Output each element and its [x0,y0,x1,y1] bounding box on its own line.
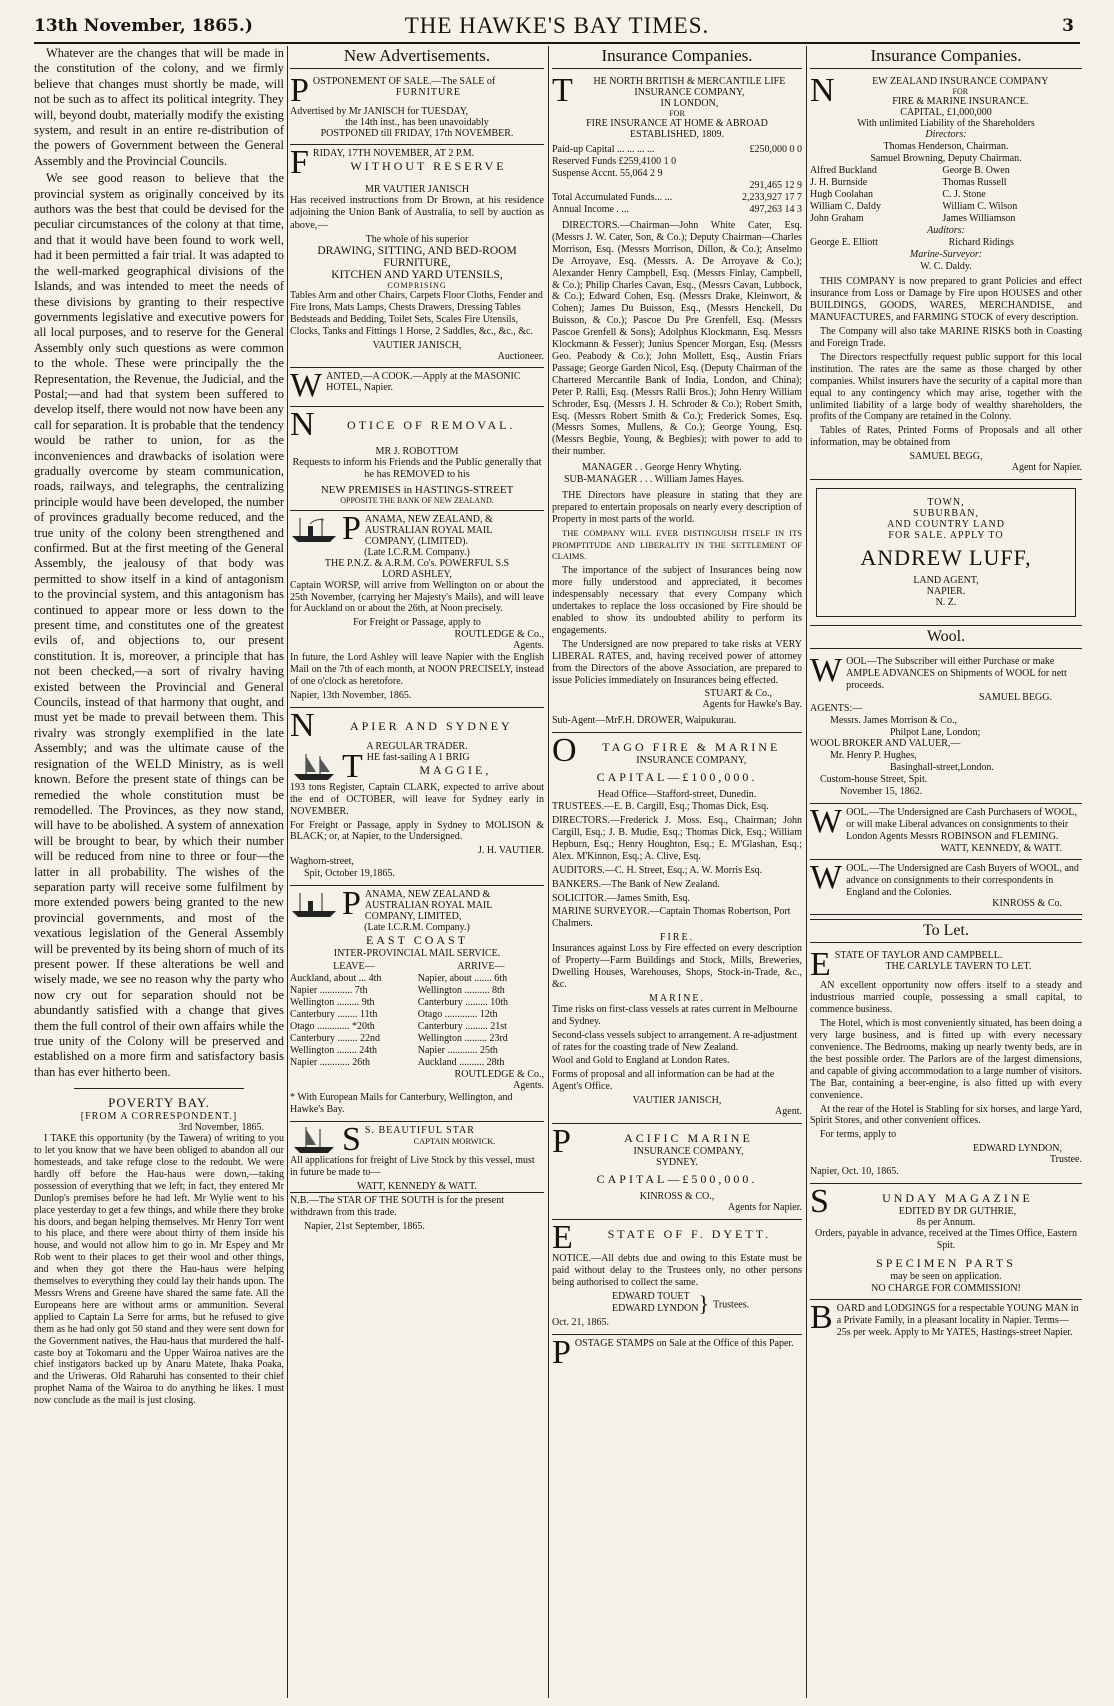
auctioneer-name: MR VAUTIER JANISCH [364,184,470,195]
ad-line: ESTABLISHED, 1809. [630,129,724,140]
ad-line: NO CHARGE FOR COMMISSION! [871,1282,1021,1294]
ad-line: THE CARLYLE TAVERN TO LET. [885,961,1032,973]
table-cell: Wellington ......... 23rd [417,1033,508,1045]
article-text: I TAKE this opportunity (by the Tawera) of writing to you to let you know that we have been obliged to abandon all our homesteads, and take refuge close to the redoubt. We were hardly off before the Hau-haus were down,—taking possession of everything that we left; in fact, they entered Mr Dunlop's premises before he had left. Mr Wylie went to his place yesterday to get a few things, and while there they broke his doors, and began helping themselves. Mr Henry Torr went to his place, and there were about thirty of them inside his house, and would not allow him to go in. Mr Espey and Mr Rob went to their places to get their wool and other things, and when they got there the Hau-haus were helping themselves to everything they could lay their hands upon. The Messrs Wrens and Greene have shared the same fate. All the Europeans here are without arms or ammunition. Several applied to Captain La Serre for arms, but he refused to give them as he had only got 50 stand and they were sent down for the Government natives, the Hau-haus that murdered the half-caste boy at Tokomaru and the Upper Wairoa natives are the chief instigators backed up by Anaru Matete, Ihaka Poaka, and the Uriweras. Old Raharuhi has consented to their chief prophet Nama of the Wairoa to do anything he likes. I must now conclude as the mail is just closing. [34,1133,284,1407]
section-header: To Let. [810,919,1082,943]
ad-text: All applications for freight of Live Stock by this vessel, must in future be made to— [290,1154,535,1178]
ad-text: OARD and LODGINGS for a respectable YOUNG MAN in a Private Family, in a pleasant locality in Napier. Terms—25s per week. Apply to Mr YATES, Hastings-street Napier. [836,1302,1079,1338]
table-cell: Thomas Russell [942,176,1007,188]
ad-line: EDITED BY DR GUTHRIE, [898,1206,1017,1218]
ad-line: Thomas Henderson, Chairman. [883,140,1009,152]
ad-signature: SAMUEL BEGG, [909,451,983,463]
ad-estate-dyett [552,1220,802,1335]
trustee-name: EDWARD TOUET [612,1290,690,1302]
ad-date: Napier, 13th November, 1865. [290,689,412,701]
ad-text: Wool and Gold to England at London Rates. [552,1055,730,1067]
drop-cap: W [810,862,843,896]
ad-line: LAND AGENT, [913,575,979,587]
table-row [810,201,1082,213]
table-row [290,1033,544,1045]
table-cell: Napier ............ 25th [417,1045,498,1057]
table-cell: 497,263 14 3 [749,204,802,215]
table-cell: Wellington ........ 24th [290,1045,377,1057]
ad-note: N.B.—The STAR OF THE SOUTH is for the present withdrawn from this trade. [290,1192,544,1219]
ad-line: TRUSTEES.—E. B. Cargill, Esq.; Thomas Dick, Esq. [552,801,769,813]
ad-signature: ROUTLEDGE & Co., [454,629,544,641]
ad-line: FOR [952,87,969,96]
table-row [290,1009,544,1021]
section-header: New Advertisements. [290,46,544,69]
divider [74,1088,244,1089]
ad-land-agent-box [816,488,1076,617]
ad-panama-mail [290,511,544,708]
directors-list: DIRECTORS.—Frederick J. Moss. Esq., Chairman; John Cargill, Esq.; J. B. Mudie, Esq.; Thomas Dick, Esq.; William Hepburn, Esq.; Henry Houghton, Esq.; E. M'Glashan, Esq.; Alex. M'Kinnon, Esq.; A. Clive, Esq. [552,815,802,862]
drop-cap: N [810,76,835,107]
table-cell: Hugh Coolahan [810,188,874,200]
ad-line: CAPITAL, £1,000,000 [900,107,992,118]
ad-title: S. BEAUTIFUL STAR [364,1124,475,1136]
ad-title: STATE OF TAYLOR AND CAMPBELL. [834,950,1003,962]
ad-signature: STUART & Co., [704,688,772,700]
ad-line: (Late I.C.R.M. Company.) [364,546,470,558]
financial-table [552,144,802,216]
ad-signature-role: Agents for Napier. [727,1202,802,1214]
directors-list: DIRECTORS.—Chairman—John White Cater, Esq. (Messrs J. W. Cater, Son, & Co.); Deputy Chairman—Charles Morrison, Esq. (Messrs Morrison, Dillon, & Co.); Anselmo De Arroyave, Esq. (Messrs. A. De Arroyave & Co.); Alexander Henry Campbell, Esq. (Messrs Finlay, Campbell, & Co.); Philip Charles Cavan, Esq., (Messrs Cavan, Lubbock, & Co.); Edward Cohen, Esq. (Messrs Drake, Kleinwort, & Cohen); James Du Buisson, Esq., (Messrs Henckell, Du Buisson, & Co.); Pascoe Du Pre Grenfell, Esq. (Messrs Pascoe Grenfell & Sons); Adolphus Klockmann, Esq. Messrs Klockmann & Fesser); Junius Spencer Morgan, Esq. (Messrs Geo. Peabody & Co.); John Mollett, Esq., Austin Friars Passage; George Garden Nicol, Esq. (Deputy Chairman of the Chartered Mercantile Bank of India, London, and China); Peter P. Ralli, Esq. (Messrs Ralli Bros.); John Henry William Schroder, Esq. (Messrs J. H. Schroder & Co.); Robert Smith, Esq. (Messrs Robert Smith & Co.); Frederick Somes, Esq. (Messrs Somes, Mullens, & Co.); George Young, Esq. (Messrs Begbie, Young, & Begbies); with power to add to their number. [552,220,802,458]
ad-title: STATE OF F. DYETT. [607,1227,772,1241]
subsection-title: MARINE. [649,992,705,1004]
table-cell: Canterbury ......... 21st [417,1021,507,1033]
table-cell: Auckland .......... 28th [417,1057,505,1069]
ad-text: For Freight or Passage, apply in Sydney to MOLISON & BLACK; or, at Napier, to the Undersigned. [290,819,544,843]
table-row [290,1045,544,1057]
ad-text: OOL.—The Undersigned are Cash Purchasers of WOOL, or will make Liberal advances on consignments to their London Agents Messrs ROBINSON and FLEMING. [846,807,1077,842]
table-row [552,180,802,192]
drop-cap: S [810,1187,829,1218]
ad-wool-kinross [810,860,1082,916]
column-rule [806,46,807,1698]
ad-line: may be seen on application. [890,1270,1002,1282]
ad-text: The Directors respectfully request public support for this local institution. The rates are the same as those charged by other companies. Whilst insurers have the security of a capital more than equal to any contingency which may arise, together with the unlimited liability of a large body of wealthy shareholders, the profits of the Company are retained in the Colony. [810,351,1082,423]
ad-line: W. C. Daldy. [920,260,972,272]
ad-line: With unlimited Liability of the Shareholders [857,118,1035,129]
table-cell: Total Accumulated Funds... ... [552,192,673,203]
ad-line: MR J. ROBOTTOM [375,445,459,457]
ad-line: HE fast-sailing A 1 BRIG [366,751,470,763]
column-rule [287,46,288,1698]
ad-line: SUBURBAN, [913,508,979,520]
ad-line: 8s per Annum. [916,1217,976,1229]
drop-cap: T [342,751,363,782]
drop-cap: N [290,409,315,440]
editorial-paragraph: Whatever are the changes that will be made in the constitution of the colony, and we firmly believe that changes must shortly be made, will not be such as to affect its political integrity. They will, beyond doubt, materially modify the existing system, and result in an entire re-distribution of the powers of Government between the General Assembly and the Provincial Councils. [34,46,284,168]
newspaper-title: THE HAWKE'S BAY TIMES. [404,13,710,38]
page-number: 3 [1062,16,1074,36]
table-cell: John Graham [810,212,864,224]
ad-signature: J. H. VAUTIER. [477,845,544,857]
ad-signature-role: Agents for Hawke's Bay. [702,699,802,711]
ad-line: Sub-Agent—MrF.H. DROWER, Waipukurau. [552,715,737,727]
ad-line: Philpot Lane, London; [890,726,981,738]
table-cell [552,180,721,192]
ad-signature: WATT, KENNEDY, & WATT. [940,842,1062,854]
table-row [810,177,1082,189]
ad-text: The Undersigned are now prepared to take risks at VERY LIBERAL RATES, and, having received power of attorney from the Directors of the above Association, are prepared to issue Policies immediately on Insurances being effected. [552,638,802,686]
ad-carlyle-tavern [810,947,1082,1184]
ad-line: SUB-MANAGER . . . William James Hayes. [564,474,744,486]
ad-text: The Company will also take MARINE RISKS both in Coasting and Foreign Trade. [810,326,1082,349]
table-cell: Canterbury ......... 10th [417,997,509,1009]
ad-line: TOWN, [927,497,965,509]
ad-line: Orders, payable in advance, received at the Times Office, Eastern Spit. [815,1228,1077,1251]
table-cell: George E. Elliott [810,236,878,248]
ad-removal [290,407,544,511]
table-cell: Napier, about ....... 6th [417,973,508,985]
table-cell: Reserved Funds £259,4100 1 0 [552,156,677,167]
ad-title: APIER AND SYDNEY [349,718,513,733]
table-cell: £250,000 0 0 [749,144,802,155]
table-cell [721,156,802,168]
ad-title: RIDAY, 17TH NOVEMBER, AT 2 P.M. [312,148,475,159]
table-cell: Annual Income . ... [552,204,629,215]
ad-text: Insurances against Loss by Fire effected on every description of Property—Farm Buildings and Stock, Mills, Breweries, Dwelling Houses, Warehouses, Shops, Stock-in-Trade, &c., &c. [552,943,802,990]
ad-text: NOTICE.—All debts due and owing to this Estate must be paid without delay to the Trustees only, no other persons being authorised to collect the same. [552,1253,802,1288]
table-cell: William C. Wilson [942,200,1018,212]
table-cell: George B. Owen [942,164,1010,176]
ad-text: OOL—The Subscriber will either Purchase or make AMPLE ADVANCES on Shipments of WOOL for nett proceeds. [846,656,1067,691]
table-row [810,189,1082,201]
ad-text: OOL.—The Undersigned are Cash Buyers of WOOL, and advance on consignments to their correspondents in England and the Colonies. [846,862,1079,898]
table-cell: Canterbury ........ 22nd [290,1033,380,1045]
table-cell: Suspense Accnt. 55,064 2 9 [552,168,663,179]
ad-title: OSTPONEMENT OF SALE.—The SALE of [312,76,496,87]
ad-line: INSURANCE COMPANY, [636,755,747,767]
ad-line: INSURANCE COMPANY, [633,1146,744,1158]
ad-line: Directors: [925,129,967,140]
drop-cap: W [810,807,843,840]
table-cell: Paid-up Capital ... ... ... ... [552,144,655,155]
ad-east-coast-mail [290,886,544,1122]
ad-title: ANAMA, NEW ZEALAND & AUSTRALIAN ROYAL MAIL COMPANY, LIMITED, [364,889,492,923]
ad-line: N. Z. [935,597,957,609]
ad-north-british [552,73,802,733]
ad-line: AND COUNTRY LAND [887,519,1005,531]
ad-napier-sydney [290,708,544,886]
agent-name: ANDREW LUFF, [860,545,1032,571]
ad-text: Requests to inform his Friends and the Public generally that he has REMOVED to his [292,456,542,481]
ad-text: In future, the Lord Ashley will leave Napier with the English Mail on the 7th of each month, at NOON PRECISELY, instead of one o'clock as heretofore. [290,652,544,687]
table-cell: Wellington .......... 8th [417,985,505,997]
ad-text: At the rear of the Hotel is Stabling for six horses, and large Yard, Spirit Stores, and other convenient offices. [810,1103,1082,1127]
ad-text: Forms of proposal and all information can be had at the Agent's Office. [552,1069,775,1093]
column-insurance-wool-let [810,46,1082,1698]
ship-name: LORD ASHLEY, [382,568,452,580]
ad-text: The importance of the subject of Insurances being now more fully understood and appreciated, it becomes indespensably necessary that every Company which undertakes to replace the loss occasioned by Fire should be enabled to show its undoubted ability to perform its engagements. [552,565,802,636]
steamship-icon [290,514,338,544]
ad-signature-role: Auctioneer. [497,350,544,362]
column-new-advertisements [290,46,544,1698]
ad-line: WITHOUT RESERVE [350,159,507,173]
ad-auction [290,145,544,368]
table-row [290,973,544,985]
article-date: 3rd November, 1865. [178,1122,264,1134]
drop-cap: S [342,1124,361,1155]
table-cell: Otago ............. 12th [417,1009,498,1021]
ad-text: THE COMPANY WILL EVER DISTINGUISH ITSELF IN ITS PROMPTITUDE AND LIBERALITY IN THE SETTLEMENT OF CLAIMS. [552,527,802,562]
ad-line: NEW PREMISES in HASTINGS-STREET [320,483,514,496]
ad-text: The Hotel, which is most conveniently situated, has been doing a very large business, and is fitted up with every necessary convenience. The Bedrooms, making up nearly twenty beds, are in the best possible order. The Parlors are of the largest dimensions, and capable of giving accommodation to a large number of visitors. The Bar, containing a beer-engine, is also fitted up with every convenience. [810,1018,1082,1101]
ad-title: OTICE OF REMOVAL. [347,417,516,432]
ad-text: THE Directors have pleasure in stating that they are prepared to entertain proposals on nearly every description of Property in most parts of the world. [552,489,802,525]
ad-items: Tables Arm and other Chairs, Carpets Floor Cloths, Fender and Fire Irons, Mats Lamps, Chests Drawers, Dressing Tables Bedsteads and Bedding, Toilet Sets, Scales Fire Utensils, Clocks, Tanks and Fittings 1 Horse, 2 Saddles, &c., &c., &c. [290,290,543,337]
section-header: Wool. [810,625,1082,649]
table-row [290,997,544,1009]
mail-schedule-table [290,961,544,1069]
table-cell: 2,233,927 17 7 [742,192,802,203]
ad-line: THE P.N.Z. & A.R.M. Co's. POWERFUL S.S [324,557,510,569]
ship-name: MAGGIE, [419,762,492,777]
ad-title: ACIFIC MARINE [624,1131,753,1146]
ad-line: INTER-PROVINCIAL MAIL SERVICE. [333,948,501,960]
ad-line: SYDNEY. [656,1157,698,1169]
ad-line: FURNITURE [395,87,462,98]
ad-line: BANKERS.—The Bank of New Zealand. [552,878,720,890]
table-cell: Wellington ......... 9th [290,997,375,1009]
ad-line: KITCHEN AND YARD UTENSILS, [331,269,503,282]
brace-icon: } [698,1290,710,1316]
table-cell: William C. Daldy [810,200,881,212]
ad-line: Basinghall-street,London. [890,762,994,774]
trustee-name: EDWARD LYNDON [612,1302,699,1314]
ad-signature-role: Agents. [513,640,544,652]
ad-text: ANTED,—A COOK.—Apply at the MASONIC HOTEL, Napier. [326,370,521,393]
ad-line: DRAWING, SITTING, AND BED-ROOM FURNITURE, [317,245,517,270]
ad-text: THIS COMPANY is now prepared to grant Policies and effect insurance from Loss or Damage by Fire upon HOUSES and other BUILDINGS, GOODS, WARES, MERCHANDISE, and MANUFACTURES, and FARMING STOCK of every description. [810,276,1082,324]
ad-signature-role: Agent. [775,1106,802,1118]
ad-line: OPPOSITE THE BANK OF NEW ZEALAND. [340,495,494,505]
table-cell: Alfred Buckland [810,164,877,176]
ad-line: For Freight or Passage, apply to [353,617,481,629]
ad-text: OSTAGE STAMPS on Sale at the Office of this Paper. [574,1337,794,1349]
table-row [290,1021,544,1033]
table-row [552,192,802,204]
ad-line: COMPRISING [387,281,447,291]
ad-title: TAGO FIRE & MARINE [602,740,781,755]
drop-cap: P [290,76,309,106]
table-cell: Auckland, about ... 4th [290,973,382,985]
ad-line: MANAGER . . George Henry Whyting. [582,462,742,474]
ad-line: Samuel Browning, Deputy Chairman. [870,152,1022,164]
ad-line: (Late I.C.R.M. Company.) [364,922,470,934]
ad-signature: KINROSS & Co. [992,898,1062,910]
column-rule [548,46,549,1698]
trustees-label: Trustees. [713,1299,750,1311]
ad-text: Second-class vessels subject to arrangement. A re-adjustment of rates for the coasting trade of New Zealand. [552,1029,798,1053]
drop-cap: P [342,513,361,547]
ad-date: Spit, October 19,1865. [304,868,395,880]
ad-signature: KINROSS & CO., [639,1191,715,1203]
ad-date: Oct. 21, 1865. [552,1316,609,1328]
ad-text: Time risks on first-class vessels at rates current in Melbourne and Sydney. [552,1003,798,1027]
subsection-title: FIRE. [659,932,695,944]
ad-line: AUDITORS.—C. H. Street, Esq.; A. W. Morris Esq. [552,864,763,876]
table-row [552,204,802,216]
ad-signature-role: Agent for Napier. [1011,462,1082,474]
ad-line: A REGULAR TRADER. [366,740,468,752]
table-cell: Otago ............. *20th [290,1021,375,1033]
ad-sunday-magazine [810,1184,1082,1300]
ad-line: FOR SALE. APPLY TO [888,530,1004,542]
column-insurance [552,46,802,1698]
ad-text: AN excellent opportunity now offers itself to a steady and industrious married couple, possessing a small capital, to commence business. [810,980,1082,1016]
drop-cap: W [810,656,843,690]
ad-signature: WATT, KENNEDY & WATT. [357,1180,477,1192]
sailing-ship-icon [290,1125,338,1155]
ad-signature: SAMUEL BEGG. [979,691,1052,703]
drop-cap: P [342,889,361,923]
ad-line: Marine-Surveyor: [909,248,983,260]
ad-wanted [290,368,544,407]
ad-line: CAPITAL—£100,000. [596,770,758,785]
ad-nz-insurance [810,73,1082,480]
ad-pacific-marine [552,1124,802,1220]
ad-line: POSTPONED till FRIDAY, 17th NOVEMBER. [320,128,514,139]
ad-board-lodgings [810,1300,1082,1339]
drop-cap: E [552,1223,573,1253]
table-cell: Richard Ridings [948,236,1014,248]
ad-beautiful-star [290,1122,544,1233]
ad-title: UNDAY MAGAZINE [882,1191,1033,1206]
column-editorial [34,46,284,1698]
ad-line: The whole of his superior [365,234,469,246]
ad-line: Custom-house Street, Spit. [820,774,928,786]
table-header: ARRIVE— [457,961,505,973]
ad-signature: VAUTIER JANISCH, [632,1095,722,1107]
drop-cap: P [552,1127,571,1158]
table-row [552,168,802,180]
ad-date: Napier, 21st September, 1865. [304,1220,425,1232]
table-cell: Napier ............. 7th [290,985,368,997]
table-row [810,237,1082,249]
table-cell: 291,465 12 9 [749,180,802,191]
drop-cap: P [552,1337,571,1368]
ad-line: AGENTS:— [810,702,863,714]
ad-line: MARINE SURVEYOR.—Captain Thomas Robertson, Port Chalmers. [552,906,791,930]
ad-signature: VAUTIER JANISCH, [372,339,462,351]
ad-text: For terms, apply to [820,1129,897,1141]
ad-line: Messrs. James Morrison & Co., [830,714,957,726]
ad-postage-stamps [552,1335,802,1368]
ad-text: Captain WORSP, will arrive from Wellington on or about the 25th November, (carrying her Majesty's Mails), and will leave for Auckland on or about the 26th, at Noon precisely. [290,579,544,615]
ad-line: IN LONDON, [660,98,719,109]
issue-date: 13th November, 1865.) [34,16,253,36]
drop-cap: W [290,370,323,401]
table-cell: James Williamson [942,212,1016,224]
ad-line: Mr. Henry P. Hughes, [830,750,917,762]
auditors-table [810,237,1082,249]
ad-date: November 15, 1862. [840,786,923,798]
ad-title: EW ZEALAND INSURANCE COMPANY [872,76,1049,87]
table-cell [721,168,802,180]
ad-line: EAST COAST [365,933,469,948]
ad-line: FIRE & MARINE INSURANCE. [892,96,1029,107]
ad-signature-role: Trustee. [1049,1154,1082,1166]
ad-address: Waghorn-street, [290,856,354,868]
section-header: Insurance Companies. [810,46,1082,69]
ad-signature: ROUTLEDGE & Co., [454,1069,544,1081]
ad-line: Advertised by Mr JANISCH for TUESDAY, [290,106,469,117]
article-byline: [FROM A CORRESPONDENT.] [80,1111,238,1123]
ad-note: * With European Mails for Canterbury, Wellington, and Hawke's Bay. [290,1092,513,1115]
ad-line: the 14th inst., has been unavoidably [345,117,489,128]
ad-signature: EDWARD LYNDON, [973,1143,1062,1155]
table-cell: Canterbury ........ 11th [290,1009,378,1021]
table-row [552,156,802,168]
drop-cap: N [290,710,315,741]
ad-text: Tables of Rates, Printed Forms of Proposals and all other information, may be obtained from [810,425,1082,449]
masthead [34,12,1080,44]
ad-text: 193 tons Register, Captain CLARK, expected to arrive about the end of OCTOBER, will leave for Sydney early in NOVEMBER. [290,781,544,817]
steamship-icon [290,889,338,919]
ad-title: HE NORTH BRITISH & MERCANTILE LIFE INSURANCE COMPANY, [593,76,786,98]
ad-postponement [290,73,544,145]
ad-otago-insurance [552,733,802,1124]
ad-line: FIRE INSURANCE AT HOME & ABROAD [586,118,768,129]
ad-line: Auditors: [927,224,965,236]
ad-line: CAPTAIN MORWICK. [413,1135,496,1146]
ad-line: SPECIMEN PARTS [876,1255,1016,1270]
ad-date: Napier, Oct. 10, 1865. [810,1166,899,1178]
table-cell: C. J. Stone [942,188,986,200]
ad-line: CAPITAL—£500,000. [596,1172,758,1187]
article-title: POVERTY BAY. [108,1095,210,1111]
editorial-paragraph: We see good reason to believe that the provincial system as originally conceived by its authors was the best that could be devised for the peculiar circumstances of the colony at that time, and that it would have been found to work well, had it been permitted a fair trial. It was adapted to the well-marked geographical divisions of the Islands, and was intended to meet the needs of these divisions by granting to their respective governments legislative and executive powers for all local purposes, and to reserve for the General Assembly only such questions as were common to the whole. These were principally the the Representation, the Revenue, the Judicial, and the Postal;—and had that system been suffered to develop itself, there would not now have been any call for separation. It is probable that the tendency would be rather to union, for as the inconveniences and drawbacks of isolation were gradually overcome by steam communication, roads, railways, and telegraphs, the centralizing principle would have been developed, the number of provinces gradually become reduced, and the true unity of the colony been strengthened and confirmed. But at the first meeting of the General Assembly, the jealousy of that body was permitted to show itself in a kind of antagonism to the provincial system, and this antagonism has continued to appear more or less down to the present time, and constitutes one of the greatest evils of, and objections to, our present constitution. It is, moreover, a principle that has not been checked,—a sort of rivalry having existed between the Provincial and General Councils, instead of that harmony that ought, and must yet be made to prevail between them. This rivalry was strongly exemplified in the late Assembly; and was the ultimate cause of the resignation of the WELD Ministry, as is well known. Before the present state of things can be remedied the whole constitution must be remodelled. The Provinces, as they now stand, will have to be abolished. A system of annexation will be brought to bear, by which their number will be reduced from nine to three or four—the latter in all probability. The wishes of the separation party will receive some fulfilment by more extended powers being granted to the new provincial governments, and most of the vexatious legislation of the General Assembly will be prevented by its being shorn of much of its present power. If these alterations be well and wisely made, we see no reason why the party who now cry out for separation should not be abundantly satisfied with a change that gives them the full control of their own affairs while the true unity of the Colony will be preserved and established on a more firm and satisfactory basis than has ever hitherto been. [34,171,284,1079]
ad-line: WOOL BROKER AND VALUER,— [810,738,961,750]
ad-wool-watt [810,804,1082,860]
sailing-ship-icon [290,752,338,782]
ad-signature-role: Agents. [513,1080,544,1092]
ad-text: Has received instructions from Dr Brown, at his residence adjoining the Union Bank of Australia, to sell by auction as above,— [290,195,544,231]
trustees-block [552,1291,802,1317]
table-header: LEAVE— [333,961,375,973]
ad-wool-begg [810,653,1082,804]
table-row [810,213,1082,225]
drop-cap: O [552,736,577,767]
section-header: Insurance Companies. [552,46,802,69]
drop-cap: E [810,950,831,981]
directors-table [810,165,1082,225]
ad-line: SOLICITOR.—James Smith, Esq. [552,892,690,904]
table-cell: J. H. Burnside [810,176,868,188]
table-row [290,985,544,997]
drop-cap: T [552,76,573,109]
ad-line: NAPIER. [926,586,966,598]
table-row [552,144,802,156]
table-row [810,165,1082,177]
table-row [290,1057,544,1069]
table-cell: Napier ............ 26th [290,1057,370,1069]
drop-cap: F [290,148,309,178]
drop-cap: B [810,1302,833,1336]
ad-line: FOR [669,109,685,118]
ad-line: Head Office—Stafford-street, Dunedin. [597,789,757,801]
ad-title: ANAMA, NEW ZEALAND, & AUSTRALIAN ROYAL MAIL COMPANY, (LIMITED). [364,513,493,547]
